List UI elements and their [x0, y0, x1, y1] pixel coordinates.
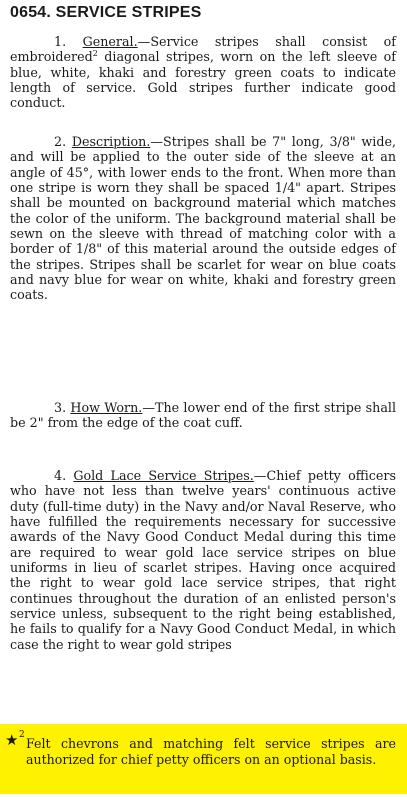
paragraph-gold-lace	[10, 468, 396, 652]
paragraph-title: Gold Lace Service Stripes.	[73, 468, 254, 483]
section-heading: 0654. SERVICE STRIPES	[10, 4, 202, 21]
paragraph-text: —Service stripes shall consist of embroidered	[10, 34, 396, 65]
footnote-highlight	[0, 724, 407, 794]
paragraph-how-worn	[10, 400, 396, 431]
paragraph-title: Description.	[71, 134, 151, 149]
paragraph-title: General.	[82, 34, 138, 49]
paragraph-number: 2.	[54, 134, 67, 149]
footnote-marker: 2	[19, 730, 25, 740]
footnote-text: Felt chevrons and matching felt service stripes are authorized for chief petty officers on an optional basis.	[26, 736, 396, 767]
paragraph-title: How Worn.	[70, 400, 143, 415]
paragraph-general	[10, 34, 396, 111]
paragraph-number: 3.	[54, 400, 67, 415]
paragraph-text: —The lower end of the first stripe shall be 2" from the edge of the coat cuff.	[10, 400, 396, 431]
paragraph-text: —Chief petty officers who have not less than twelve years' continuous active duty (full-time duty) in the Navy and/or Naval Reserve, who have fulfilled the requirements necessary for successive awards of the Navy Good Conduct Medal during this time are required to wear gold lace service stripes on blue uniforms in lieu of scarlet stripes. Having once acquired the right to wear gold lace service stripes, that right continues throughout the duration of an enlisted person's service unless, subsequent to the right being established, he fails to qualify for a Navy Good Conduct Medal, in which case the right to wear gold stripes	[10, 468, 396, 652]
star-icon: ★	[5, 731, 19, 749]
paragraph-number: 1.	[54, 34, 67, 49]
paragraph-description	[10, 134, 396, 303]
paragraph-text-cont: diagonal stripes, worn on the left sleeve of blue, white, khaki and forestry green coats to indicate length of service. Gold stripes further indicate good conduct.	[10, 49, 396, 111]
paragraph-text: —Stripes shall be 7" long, 3/8" wide, and will be applied to the outer side of the sleeve at an angle of 45°, with lower ends to the front. When more than one stripe is worn they shall be spaced 1/4" apart. Stripes shall be mounted on background material which matches the color of the uniform. The background material shall be sewn on the sleeve with thread of matching color with a border of 1/8" of this material around the outside edges of the stripes. Stripes shall be scarlet for wear on blue coats and navy blue for wear on white, khaki and forestry green coats.	[10, 134, 396, 303]
paragraph-number: 4.	[54, 468, 67, 483]
footnote-reference: 2	[92, 49, 98, 59]
